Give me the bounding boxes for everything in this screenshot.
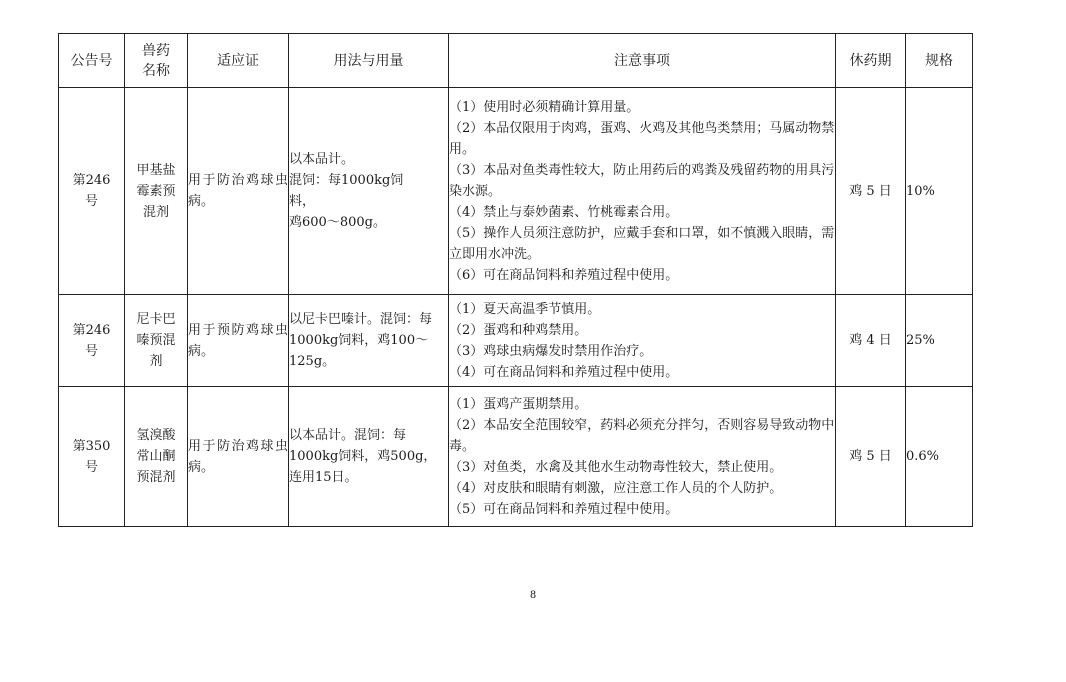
note-item: （5）可在商品饲料和养殖过程中使用。 [449,501,679,517]
cell-notice-no [59,295,125,387]
drug-name-text: 甲基盐霉素预混剂 [136,162,176,220]
usage-line: 混饲：每1000kg饲料， [289,173,404,209]
note-item: （2）本品安全范围较窄，药料必须充分拌匀，否则容易导致动物中毒。 [449,417,835,454]
table-row [59,88,973,295]
cell-spec: 25% [906,295,973,387]
cell-usage [289,387,449,527]
notice-no-text: 第246号 [72,322,111,359]
note-item: （4）禁止与泰妙菌素、竹桃霉素合用。 [449,204,679,220]
note-item: （1）使用时必须精确计算用量。 [449,99,640,115]
table-row [59,295,973,387]
header-notes: 注意事项 [449,34,836,88]
note-item: （6）可在商品饲料和养殖过程中使用。 [449,267,679,283]
note-item: （4）可在商品饲料和养殖过程中使用。 [449,364,679,380]
usage-line: 鸡600～800g。 [289,215,386,230]
note-item: （3）鸡球虫病爆发时禁用作治疗。 [449,343,653,359]
cell-usage [289,295,449,387]
indication-text: 用于防治鸡球虫病。 [188,173,288,209]
notice-no-text: 第246号 [72,173,111,209]
notice-no-text: 第350号 [72,438,111,475]
drug-name-text: 尼卡巴嗪预混剂 [136,312,176,369]
drug-name-text: 氢溴酸常山酮预混剂 [136,428,176,485]
note-item: （4）对皮肤和眼睛有刺激，应注意工作人员的个人防护。 [449,480,783,496]
cell-withdrawal: 鸡 5 日 [836,387,906,527]
cell-notes [449,295,836,387]
cell-drug-name [125,387,188,527]
table-row [59,387,973,527]
page-number: 8 [529,590,537,601]
header-drug-name [125,34,188,88]
header-notice-no: 公告号 [59,34,125,88]
note-item: （2）蛋鸡和种鸡禁用。 [449,322,588,338]
cell-notice-no [59,88,125,295]
cell-notes [449,88,836,295]
note-item: （3）对鱼类，水禽及其他水生动物毒性较大，禁止使用。 [449,459,783,475]
cell-notes [449,387,836,527]
header-drug-name-text: 兽药名称 [142,42,170,79]
note-item: （3）本品对鱼类毒性较大，防止用药后的鸡粪及残留药物的用具污染水源。 [449,162,835,199]
cell-spec: 10% [906,88,973,295]
cell-indication [188,88,289,295]
cell-indication [188,295,289,387]
cell-spec: 0.6% [906,387,973,527]
cell-notice-no [59,387,125,527]
header-spec: 规格 [906,34,973,88]
header-indication: 适应证 [188,34,289,88]
cell-usage [289,88,449,295]
cell-drug-name [125,295,188,387]
note-item: （1）蛋鸡产蛋期禁用。 [449,396,588,412]
usage-line: 以本品计。混饲：每1000kg饲料，鸡500g，连用15日。 [289,428,437,485]
cell-drug-name [125,88,188,295]
cell-withdrawal: 鸡 5 日 [836,88,906,295]
usage-line: 以尼卡巴嗪计。混饲：每1000kg饲料，鸡100～125g。 [289,312,433,369]
cell-indication [188,387,289,527]
usage-line: 以本品计。 [289,152,355,167]
indication-text: 用于防治鸡球虫病。 [188,438,288,475]
cell-withdrawal: 鸡 4 日 [836,295,906,387]
table-header-row [59,34,973,88]
header-usage: 用法与用量 [289,34,449,88]
header-withdrawal: 休药期 [836,34,906,88]
note-item: （1）夏天高温季节慎用。 [449,301,601,317]
note-item: （2）本品仅限用于肉鸡，蛋鸡、火鸡及其他鸟类禁用；马属动物禁用。 [449,120,835,157]
veterinary-drug-table [58,33,973,527]
note-item: （5）操作人员须注意防护，应戴手套和口罩，如不慎溅入眼睛，需立即用水冲洗。 [449,225,835,262]
indication-text: 用于预防鸡球虫病。 [188,322,288,359]
